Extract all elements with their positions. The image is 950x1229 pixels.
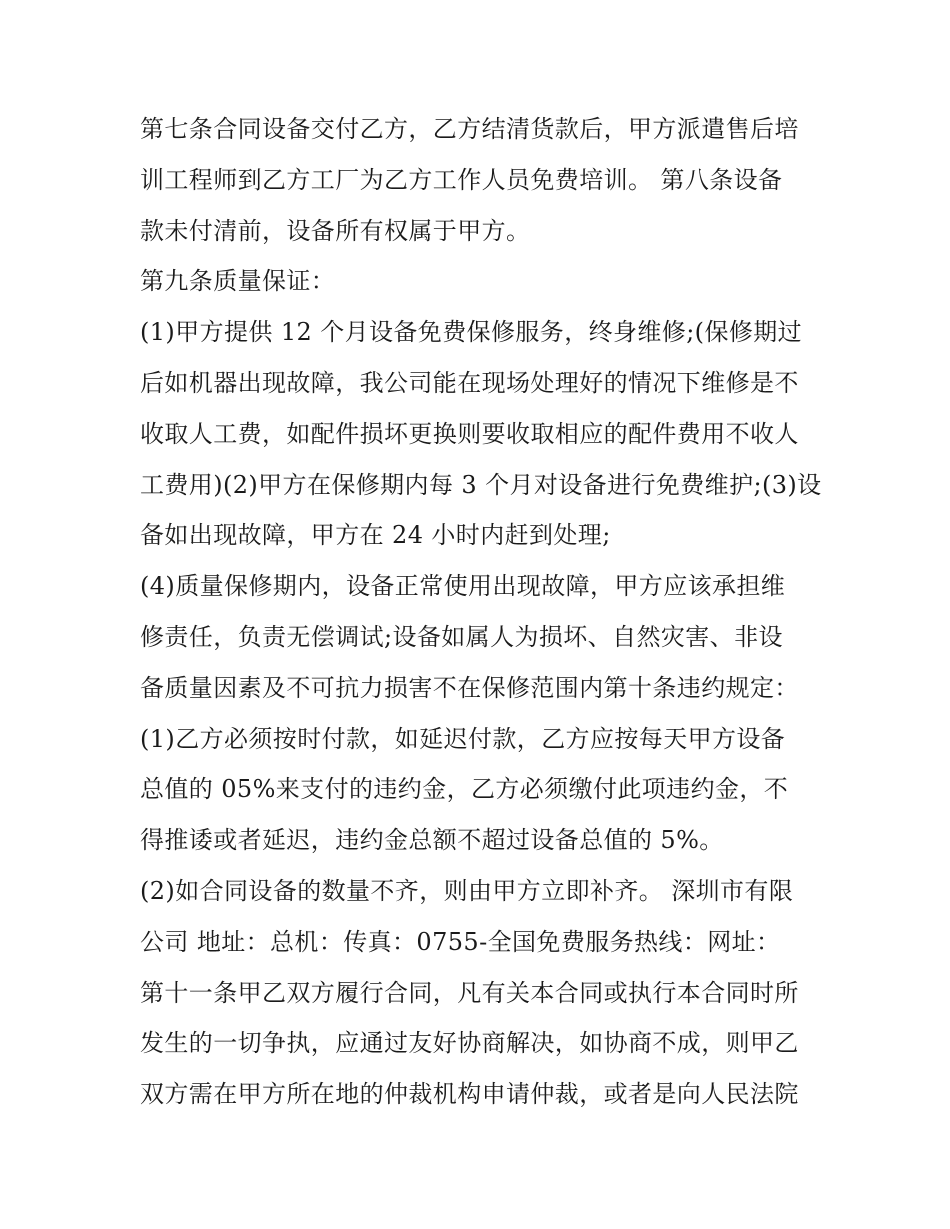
text-line: 后如机器出现故障，我公司能在现场处理好的情况下维修是不 [140, 368, 799, 397]
text-line: 总值的 05%来支付的违约金，乙方必须缴付此项违约金，不 [140, 775, 789, 804]
text-line: 第七条合同设备交付乙方，乙方结清货款后，甲方派遣售后培 [140, 115, 799, 143]
text-line: 双方需在甲方所在地的仲裁机构申请仲裁，或者是向人民法院 [140, 1080, 799, 1109]
text-line: (1)乙方必须按时付款，如延迟付款，乙方应按每天甲方设备 [140, 724, 786, 753]
text-line: 收取人工费，如配件损坏更换则要收取相应的配件费用不收人 [140, 419, 799, 448]
text-line: 得推诿或者延迟，违约金总额不超过设备总值的 5%。 [140, 826, 724, 855]
text-line: 备质量因素及不可抗力损害不在保修范围内第十条违约规定： [140, 673, 799, 702]
text-line: 工费用)(2)甲方在保修期内每 3 个月对设备进行免费维护;(3)设 [140, 470, 822, 499]
text-line: 发生的一切争执，应通过友好协商解决，如协商不成，则甲乙 [140, 1029, 799, 1058]
text-line: 第十一条甲乙双方履行合同，凡有关本合同或执行本合同时所 [140, 978, 799, 1007]
text-line: 公司 地址：总机：传真：0755-全国免费服务热线：网址： [140, 927, 781, 956]
text-line: 训工程师到乙方工厂为乙方工作人员免费培训。 第八条设备 [140, 165, 783, 194]
text-line: (4)质量保修期内，设备正常使用出现故障，甲方应该承担维 [140, 572, 786, 601]
text-line: 款未付清前，设备所有权属于甲方。 [140, 216, 531, 245]
text-line: 修责任，负责无偿调试;设备如属人为损坏、自然灾害、非设 [140, 622, 783, 651]
text-line: 第九条质量保证： [140, 267, 336, 296]
document-body [140, 104, 822, 1120]
text-line: (2)如合同设备的数量不齐，则由甲方立即补齐。 深圳市有限 [140, 876, 794, 905]
text-line: (1)甲方提供 12 个月设备免费保修服务，终身维修;(保修期过 [140, 318, 803, 347]
text-line: 备如出现故障，甲方在 24 小时内赶到处理; [140, 521, 611, 550]
